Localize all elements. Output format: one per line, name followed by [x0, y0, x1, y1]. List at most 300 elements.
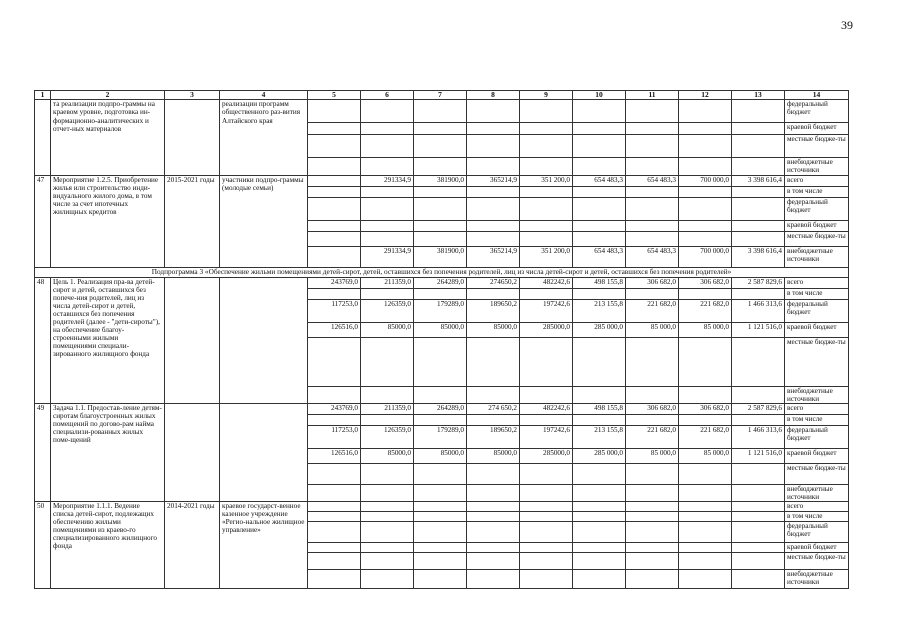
- amount-cell: [520, 337, 573, 386]
- amount-cell: [573, 197, 626, 220]
- amount-cell: 306 682,0: [679, 403, 732, 414]
- amount-cell: 243769,0: [308, 403, 361, 414]
- amount-cell: [467, 386, 520, 403]
- amount-cell: [361, 220, 414, 231]
- amount-cell: [679, 135, 732, 158]
- header-col-6: 6: [361, 91, 414, 100]
- funding-source: в том числе: [785, 186, 849, 197]
- amount-cell: 243769,0: [308, 277, 361, 288]
- amount-cell: [361, 186, 414, 197]
- amount-cell: 85 000,0: [626, 322, 679, 337]
- amount-cell: [732, 288, 785, 299]
- amount-cell: [520, 231, 573, 246]
- amount-cell: [573, 521, 626, 542]
- amount-cell: [732, 231, 785, 246]
- amount-cell: [626, 414, 679, 425]
- amount-cell: 85000,0: [361, 322, 414, 337]
- amount-cell: 264289,0: [414, 277, 467, 288]
- header-col-4: 4: [220, 91, 308, 100]
- amount-cell: [414, 123, 467, 135]
- amount-cell: [520, 386, 573, 403]
- amount-cell: [679, 542, 732, 552]
- funding-source: краевой бюджет: [785, 322, 849, 337]
- amount-cell: [308, 542, 361, 552]
- amount-cell: 381900,0: [414, 246, 467, 267]
- amount-cell: [626, 542, 679, 552]
- header-col-8: 8: [467, 91, 520, 100]
- amount-cell: 3 398 616,4: [732, 175, 785, 186]
- amount-cell: [308, 463, 361, 484]
- funding-source: всего: [785, 175, 849, 186]
- header-col-5: 5: [308, 91, 361, 100]
- amount-cell: [414, 521, 467, 542]
- amount-cell: [679, 123, 732, 135]
- amount-cell: 211359,0: [361, 403, 414, 414]
- funding-source: местные бюдже-ты: [785, 463, 849, 484]
- amount-cell: [626, 158, 679, 175]
- amount-cell: [520, 186, 573, 197]
- funding-source: местные бюдже-ты: [785, 135, 849, 158]
- amount-cell: 126516,0: [308, 322, 361, 337]
- funding-source: внебюджетные источники: [785, 484, 849, 501]
- amount-cell: [308, 484, 361, 501]
- amount-cell: 285000,0: [520, 322, 573, 337]
- amount-cell: [679, 414, 732, 425]
- amount-cell: [626, 186, 679, 197]
- amount-cell: 274650,2: [467, 277, 520, 288]
- amount-cell: [414, 484, 467, 501]
- amount-cell: [626, 231, 679, 246]
- amount-cell: [308, 569, 361, 588]
- amount-cell: [626, 386, 679, 403]
- amount-cell: [732, 337, 785, 386]
- amount-cell: [679, 511, 732, 521]
- executor-cell: участники подпро-граммы (молодые семьи): [220, 175, 308, 267]
- amount-cell: 221 682,0: [626, 425, 679, 448]
- years-cell: [165, 403, 220, 501]
- amount-cell: [361, 511, 414, 521]
- amount-cell: 197242,6: [520, 425, 573, 448]
- amount-cell: [361, 542, 414, 552]
- amount-cell: [467, 569, 520, 588]
- amount-cell: [732, 197, 785, 220]
- amount-cell: 221 682,0: [679, 425, 732, 448]
- amount-cell: [414, 414, 467, 425]
- amount-cell: 498 155,8: [573, 403, 626, 414]
- amount-cell: [467, 197, 520, 220]
- header-col-11: 11: [626, 91, 679, 100]
- amount-cell: 3 398 616,4: [732, 246, 785, 267]
- measure-name: Задача 1.1. Предостав-ление детям-сиротам благоустроенных жилых помещений по догово-рам найма специализи-рованных жилых поме-щений: [51, 403, 165, 501]
- years-cell: [165, 100, 220, 175]
- header-col-1: 1: [35, 91, 51, 100]
- amount-cell: [626, 220, 679, 231]
- amount-cell: [520, 100, 573, 123]
- amount-cell: [679, 463, 732, 484]
- amount-cell: [732, 414, 785, 425]
- amount-cell: [679, 552, 732, 569]
- measure-name: Цель 1. Реализация пра-ва детей-сирот и детей, оставшихся без попече-ния родителей, лиц из числа детей-сирот и детей, оставшихся без попечения родителей (далее - "дети-сироты"), на обеспечение благоу-строенными жилыми помещениями специали-зированного жилищного фонда: [51, 277, 165, 403]
- amount-cell: [308, 337, 361, 386]
- amount-cell: [308, 501, 361, 511]
- amount-cell: [308, 288, 361, 299]
- amount-cell: [467, 220, 520, 231]
- amount-cell: 285 000,0: [573, 322, 626, 337]
- amount-cell: [520, 484, 573, 501]
- amount-cell: [361, 197, 414, 220]
- amount-cell: [414, 158, 467, 175]
- amount-cell: [361, 569, 414, 588]
- amount-cell: [467, 542, 520, 552]
- funding-source: всего: [785, 277, 849, 288]
- amount-cell: [679, 186, 732, 197]
- amount-cell: [679, 484, 732, 501]
- amount-cell: [414, 463, 467, 484]
- amount-cell: [520, 542, 573, 552]
- amount-cell: [679, 158, 732, 175]
- amount-cell: [732, 386, 785, 403]
- executor-cell: краевое государст-венное казенное учреждение «Регио-нальное жилищное управление»: [220, 501, 308, 588]
- amount-cell: 498 155,8: [573, 277, 626, 288]
- amount-cell: 179289,0: [414, 299, 467, 322]
- amount-cell: 306 682,0: [679, 277, 732, 288]
- amount-cell: [573, 414, 626, 425]
- amount-cell: 306 682,0: [626, 403, 679, 414]
- amount-cell: [573, 501, 626, 511]
- amount-cell: [414, 386, 467, 403]
- amount-cell: [308, 386, 361, 403]
- amount-cell: [732, 542, 785, 552]
- header-col-10: 10: [573, 91, 626, 100]
- amount-cell: [573, 337, 626, 386]
- amount-cell: [414, 569, 467, 588]
- amount-cell: [573, 231, 626, 246]
- amount-cell: 221 682,0: [626, 299, 679, 322]
- amount-cell: [573, 100, 626, 123]
- amount-cell: [626, 463, 679, 484]
- amount-cell: [573, 288, 626, 299]
- amount-cell: 85000,0: [361, 448, 414, 463]
- amount-cell: [414, 186, 467, 197]
- amount-cell: 85000,0: [414, 448, 467, 463]
- executor-cell: [220, 403, 308, 501]
- amount-cell: [732, 100, 785, 123]
- funding-source: федеральный бюджет: [785, 100, 849, 123]
- amount-cell: [520, 288, 573, 299]
- funding-source: краевой бюджет: [785, 220, 849, 231]
- amount-cell: [361, 231, 414, 246]
- amount-cell: [679, 521, 732, 542]
- amount-cell: 179289,0: [414, 425, 467, 448]
- amount-cell: [520, 521, 573, 542]
- amount-cell: 1 466 313,6: [732, 425, 785, 448]
- amount-cell: [679, 501, 732, 511]
- amount-cell: 213 155,8: [573, 425, 626, 448]
- amount-cell: [679, 288, 732, 299]
- amount-cell: 85000,0: [467, 448, 520, 463]
- row-number: [35, 100, 51, 175]
- funding-source: всего: [785, 501, 849, 511]
- amount-cell: 197242,6: [520, 299, 573, 322]
- amount-cell: 1 121 516,0: [732, 322, 785, 337]
- amount-cell: [308, 231, 361, 246]
- amount-cell: [467, 463, 520, 484]
- amount-cell: [361, 100, 414, 123]
- amount-cell: 2 587 829,6: [732, 403, 785, 414]
- amount-cell: [732, 463, 785, 484]
- amount-cell: [308, 220, 361, 231]
- amount-cell: 482242,6: [520, 403, 573, 414]
- amount-cell: 221 682,0: [679, 299, 732, 322]
- measure-name: Мероприятие 1.2.5. Приобретение жилья или строительство инди-видуального жилого дома, в том числе за счет ипотечных жилищных кредитов: [51, 175, 165, 267]
- amount-cell: [573, 135, 626, 158]
- amount-cell: [467, 231, 520, 246]
- amount-cell: 189650,2: [467, 425, 520, 448]
- amount-cell: [732, 521, 785, 542]
- years-cell: 2015-2021 годы: [165, 175, 220, 267]
- row-number: 49: [35, 403, 51, 501]
- amount-cell: 654 483,3: [573, 175, 626, 186]
- amount-cell: [361, 463, 414, 484]
- amount-cell: 285 000,0: [573, 448, 626, 463]
- amount-cell: 654 483,3: [626, 175, 679, 186]
- amount-cell: [467, 484, 520, 501]
- amount-cell: [679, 337, 732, 386]
- funding-source: краевой бюджет: [785, 542, 849, 552]
- amount-cell: [414, 511, 467, 521]
- header-col-9: 9: [520, 91, 573, 100]
- amount-cell: [414, 337, 467, 386]
- amount-cell: [308, 511, 361, 521]
- amount-cell: [414, 197, 467, 220]
- amount-cell: [414, 288, 467, 299]
- amount-cell: [573, 158, 626, 175]
- amount-cell: 126516,0: [308, 448, 361, 463]
- amount-cell: [361, 123, 414, 135]
- amount-cell: 654 483,3: [573, 246, 626, 267]
- funding-source: федеральный бюджет: [785, 425, 849, 448]
- amount-cell: 1 121 516,0: [732, 448, 785, 463]
- amount-cell: [467, 414, 520, 425]
- amount-cell: 264289,0: [414, 403, 467, 414]
- amount-cell: 381900,0: [414, 175, 467, 186]
- header-col-2: 2: [51, 91, 165, 100]
- amount-cell: [361, 501, 414, 511]
- amount-cell: [679, 197, 732, 220]
- amount-cell: [467, 521, 520, 542]
- amount-cell: [361, 521, 414, 542]
- funding-source: внебюджетные источники: [785, 246, 849, 267]
- amount-cell: [467, 511, 520, 521]
- funding-source: местные бюдже-ты: [785, 552, 849, 569]
- table-row: [35, 277, 849, 288]
- amount-cell: [626, 100, 679, 123]
- amount-cell: [573, 552, 626, 569]
- header-col-12: 12: [679, 91, 732, 100]
- amount-cell: [361, 484, 414, 501]
- amount-cell: [679, 231, 732, 246]
- amount-cell: [520, 220, 573, 231]
- amount-cell: 213 155,8: [573, 299, 626, 322]
- page-number: 39: [841, 18, 853, 32]
- amount-cell: [520, 511, 573, 521]
- amount-cell: 117253,0: [308, 425, 361, 448]
- amount-cell: [361, 386, 414, 403]
- funding-source: федеральный бюджет: [785, 197, 849, 220]
- amount-cell: [361, 158, 414, 175]
- measure-name: Мероприятие 1.1.1. Ведение списка детей-сирот, подлежащих обеспечению жилыми помещениями из краево-го специализированного жилищного фонда: [51, 501, 165, 588]
- amount-cell: 189650,2: [467, 299, 520, 322]
- funding-source: федеральный бюджет: [785, 299, 849, 322]
- funding-source: внебюджетные источники: [785, 569, 849, 588]
- amount-cell: [573, 123, 626, 135]
- amount-cell: [573, 463, 626, 484]
- amount-cell: [414, 231, 467, 246]
- amount-cell: 700 000,0: [679, 246, 732, 267]
- funding-source: в том числе: [785, 414, 849, 425]
- amount-cell: [626, 501, 679, 511]
- amount-cell: 1 466 313,6: [732, 299, 785, 322]
- amount-cell: [467, 186, 520, 197]
- amount-cell: 85 000,0: [679, 448, 732, 463]
- amount-cell: [308, 100, 361, 123]
- amount-cell: [573, 386, 626, 403]
- amount-cell: [732, 135, 785, 158]
- amount-cell: 126359,0: [361, 299, 414, 322]
- amount-cell: 85 000,0: [626, 448, 679, 463]
- funding-source: в том числе: [785, 511, 849, 521]
- amount-cell: [467, 288, 520, 299]
- amount-cell: [308, 158, 361, 175]
- amount-cell: [467, 501, 520, 511]
- amount-cell: [467, 100, 520, 123]
- amount-cell: [308, 197, 361, 220]
- funding-source: краевой бюджет: [785, 448, 849, 463]
- amount-cell: [626, 135, 679, 158]
- amount-cell: [414, 552, 467, 569]
- amount-cell: [732, 158, 785, 175]
- header-col-3: 3: [165, 91, 220, 100]
- amount-cell: [414, 135, 467, 158]
- amount-cell: [679, 100, 732, 123]
- amount-cell: 365214,9: [467, 175, 520, 186]
- amount-cell: [679, 386, 732, 403]
- amount-cell: [520, 569, 573, 588]
- amount-cell: [732, 552, 785, 569]
- amount-cell: [308, 414, 361, 425]
- funding-source: федеральный бюджет: [785, 521, 849, 542]
- amount-cell: [308, 123, 361, 135]
- amount-cell: 291334,9: [361, 246, 414, 267]
- amount-cell: [732, 484, 785, 501]
- amount-cell: [520, 463, 573, 484]
- funding-source: в том числе: [785, 288, 849, 299]
- funding-source: краевой бюджет: [785, 123, 849, 135]
- funding-source: внебюджетные источники: [785, 386, 849, 403]
- section-title: Подпрограмма 3 «Обеспечение жильми помещениями детей-сирот, детей, оставшихся без попечения родителей, лиц из числа детей-сирот и детей, оставшихся без попечения родителей»: [35, 267, 849, 277]
- amount-cell: [414, 501, 467, 511]
- financing-table: [34, 90, 849, 589]
- header-col-7: 7: [414, 91, 467, 100]
- amount-cell: [626, 521, 679, 542]
- header-row: [35, 91, 849, 100]
- amount-cell: [732, 501, 785, 511]
- years-cell: [165, 277, 220, 403]
- amount-cell: [573, 511, 626, 521]
- amount-cell: [467, 337, 520, 386]
- amount-cell: [414, 542, 467, 552]
- row-number: 50: [35, 501, 51, 588]
- amount-cell: [626, 569, 679, 588]
- amount-cell: [467, 552, 520, 569]
- amount-cell: [520, 197, 573, 220]
- amount-cell: [414, 100, 467, 123]
- amount-cell: [573, 220, 626, 231]
- amount-cell: 306 682,0: [626, 277, 679, 288]
- amount-cell: 274 650,2: [467, 403, 520, 414]
- amount-cell: 211359,0: [361, 277, 414, 288]
- funding-source: местные бюдже-ты: [785, 231, 849, 246]
- measure-name: та реализации подпро-граммы на краевом уровне, подготовка ин-формационно-аналитических и отчет-ных материалов: [51, 100, 165, 175]
- amount-cell: [361, 414, 414, 425]
- table-row: [35, 403, 849, 414]
- funding-source: всего: [785, 403, 849, 414]
- row-number: 47: [35, 175, 51, 267]
- amount-cell: [626, 197, 679, 220]
- amount-cell: [732, 186, 785, 197]
- amount-cell: [361, 288, 414, 299]
- amount-cell: [626, 337, 679, 386]
- amount-cell: [520, 552, 573, 569]
- funding-source: внебюджетные источники: [785, 158, 849, 175]
- amount-cell: [626, 484, 679, 501]
- amount-cell: [414, 220, 467, 231]
- amount-cell: [573, 542, 626, 552]
- funding-source: местные бюдже-ты: [785, 337, 849, 386]
- amount-cell: 365214,9: [467, 246, 520, 267]
- amount-cell: 85000,0: [414, 322, 467, 337]
- amount-cell: [573, 186, 626, 197]
- amount-cell: [573, 569, 626, 588]
- amount-cell: [626, 552, 679, 569]
- amount-cell: [520, 135, 573, 158]
- table-row: [35, 100, 849, 123]
- amount-cell: 85 000,0: [679, 322, 732, 337]
- amount-cell: [308, 175, 361, 186]
- amount-cell: [520, 158, 573, 175]
- amount-cell: [679, 569, 732, 588]
- amount-cell: [626, 123, 679, 135]
- amount-cell: 285000,0: [520, 448, 573, 463]
- amount-cell: [520, 501, 573, 511]
- table-row: [35, 175, 849, 186]
- amount-cell: [626, 511, 679, 521]
- years-cell: 2014-2021 годы: [165, 501, 220, 588]
- amount-cell: [361, 135, 414, 158]
- amount-cell: [308, 552, 361, 569]
- amount-cell: [308, 246, 361, 267]
- amount-cell: [520, 123, 573, 135]
- amount-cell: [679, 220, 732, 231]
- amount-cell: 85000,0: [467, 322, 520, 337]
- amount-cell: 482242,6: [520, 277, 573, 288]
- executor-cell: реализации программ общественного раз-вития Алтайского края: [220, 100, 308, 175]
- amount-cell: [573, 484, 626, 501]
- amount-cell: 291334,9: [361, 175, 414, 186]
- amount-cell: [467, 158, 520, 175]
- executor-cell: [220, 277, 308, 403]
- amount-cell: [361, 552, 414, 569]
